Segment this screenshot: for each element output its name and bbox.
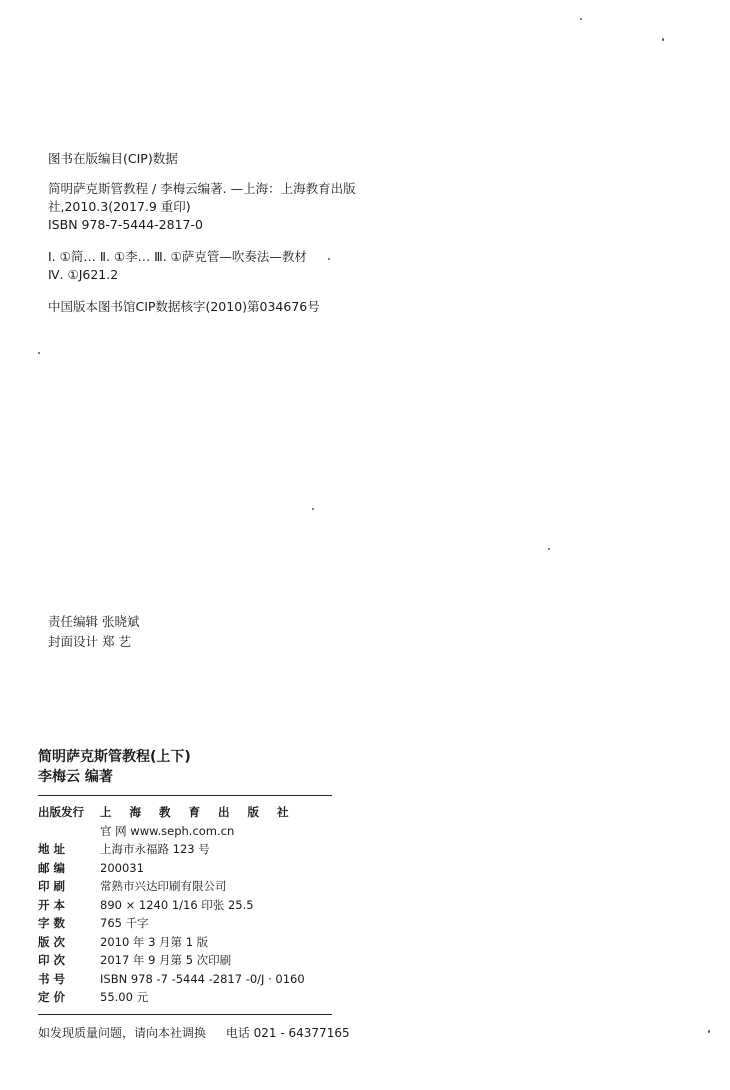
info-label: 邮 编 xyxy=(38,860,66,875)
info-value: ISBN 978 -7 -5444 -2817 -0/J · 0160 xyxy=(100,971,305,986)
quality-notice: 如发现质量问题，请向本社调换 xyxy=(38,1026,207,1040)
book-author: 李梅云 编著 xyxy=(38,769,113,785)
info-value: 上 海 教 育 出 版 社 xyxy=(100,805,296,819)
top-divider xyxy=(38,795,332,796)
cip-heading: 图书在版编目(CIP)数据 xyxy=(48,151,178,166)
info-label: 字 数 xyxy=(38,916,66,930)
responsible-editor: 责任编辑 张晓斌 xyxy=(48,614,140,629)
info-row-edition xyxy=(38,933,338,952)
phone-number: 电话 021 - 64377165 xyxy=(225,1026,350,1040)
info-row-printing xyxy=(38,951,338,970)
scan-speck xyxy=(662,38,664,41)
scan-speck xyxy=(312,508,314,510)
cip-classification-line-2: Ⅳ. ①J621.2 xyxy=(48,267,119,282)
info-value: 765 千字 xyxy=(100,916,149,930)
info-row-book-number xyxy=(38,970,338,989)
info-label: 定 价 xyxy=(38,990,66,1004)
scan-speck xyxy=(38,352,40,354)
info-value: 200031 xyxy=(100,860,144,875)
bottom-divider xyxy=(38,1014,332,1015)
scan-speck xyxy=(548,548,550,550)
cip-isbn: ISBN 978-7-5444-2817-0 xyxy=(48,217,203,232)
cip-approval-number: 中国版本图书馆CIP数据核字(2010)第034676号 xyxy=(48,299,320,314)
info-row-website xyxy=(38,822,338,841)
info-row-address xyxy=(38,840,338,859)
cip-entry-line-2: 社,2010.3(2017.9 重印) xyxy=(48,199,191,214)
info-value: 上海市永福路 123 号 xyxy=(100,842,210,856)
info-label: 版 次 xyxy=(38,934,66,949)
info-row-word-count xyxy=(38,914,338,933)
scan-speck xyxy=(708,1030,710,1033)
scan-speck xyxy=(328,258,330,260)
book-title: 简明萨克斯管教程(上下) xyxy=(38,749,191,765)
cover-designer: 封面设计 郑 艺 xyxy=(48,634,131,649)
scan-speck xyxy=(580,18,582,20)
cip-block xyxy=(48,150,528,316)
info-label: 开 本 xyxy=(38,897,66,912)
info-label: 地 址 xyxy=(38,842,66,856)
info-label: 印 刷 xyxy=(38,879,66,893)
footer-notice xyxy=(38,1024,350,1042)
info-value: 55.00 元 xyxy=(100,990,149,1004)
info-row-format xyxy=(38,896,338,915)
cip-classification-line-1: Ⅰ. ①简… Ⅱ. ①李… Ⅲ. ①萨克管—吹奏法—教材 xyxy=(48,249,307,264)
info-value: 890 × 1240 1/16 印张 25.5 xyxy=(100,897,254,912)
staff-credits xyxy=(48,612,139,652)
publishing-info-table xyxy=(38,803,338,1007)
info-label: 出版发行 xyxy=(38,805,84,819)
info-row-price xyxy=(38,988,338,1007)
info-row-publisher xyxy=(38,803,338,822)
info-label: 书 号 xyxy=(38,971,66,986)
info-row-printer xyxy=(38,877,338,896)
info-value: 常熟市兴达印刷有限公司 xyxy=(100,879,227,893)
info-row-postcode xyxy=(38,859,338,878)
info-value: 2017 年 9 月第 5 次印刷 xyxy=(100,953,232,967)
info-label: 印 次 xyxy=(38,953,66,967)
cip-entry-line-1: 简明萨克斯管教程 / 李梅云编著. —上海：上海教育出版 xyxy=(48,181,356,196)
info-value: 2010 年 3 月第 1 版 xyxy=(100,934,209,949)
info-value: 官 网 www.seph.com.cn xyxy=(100,823,235,838)
